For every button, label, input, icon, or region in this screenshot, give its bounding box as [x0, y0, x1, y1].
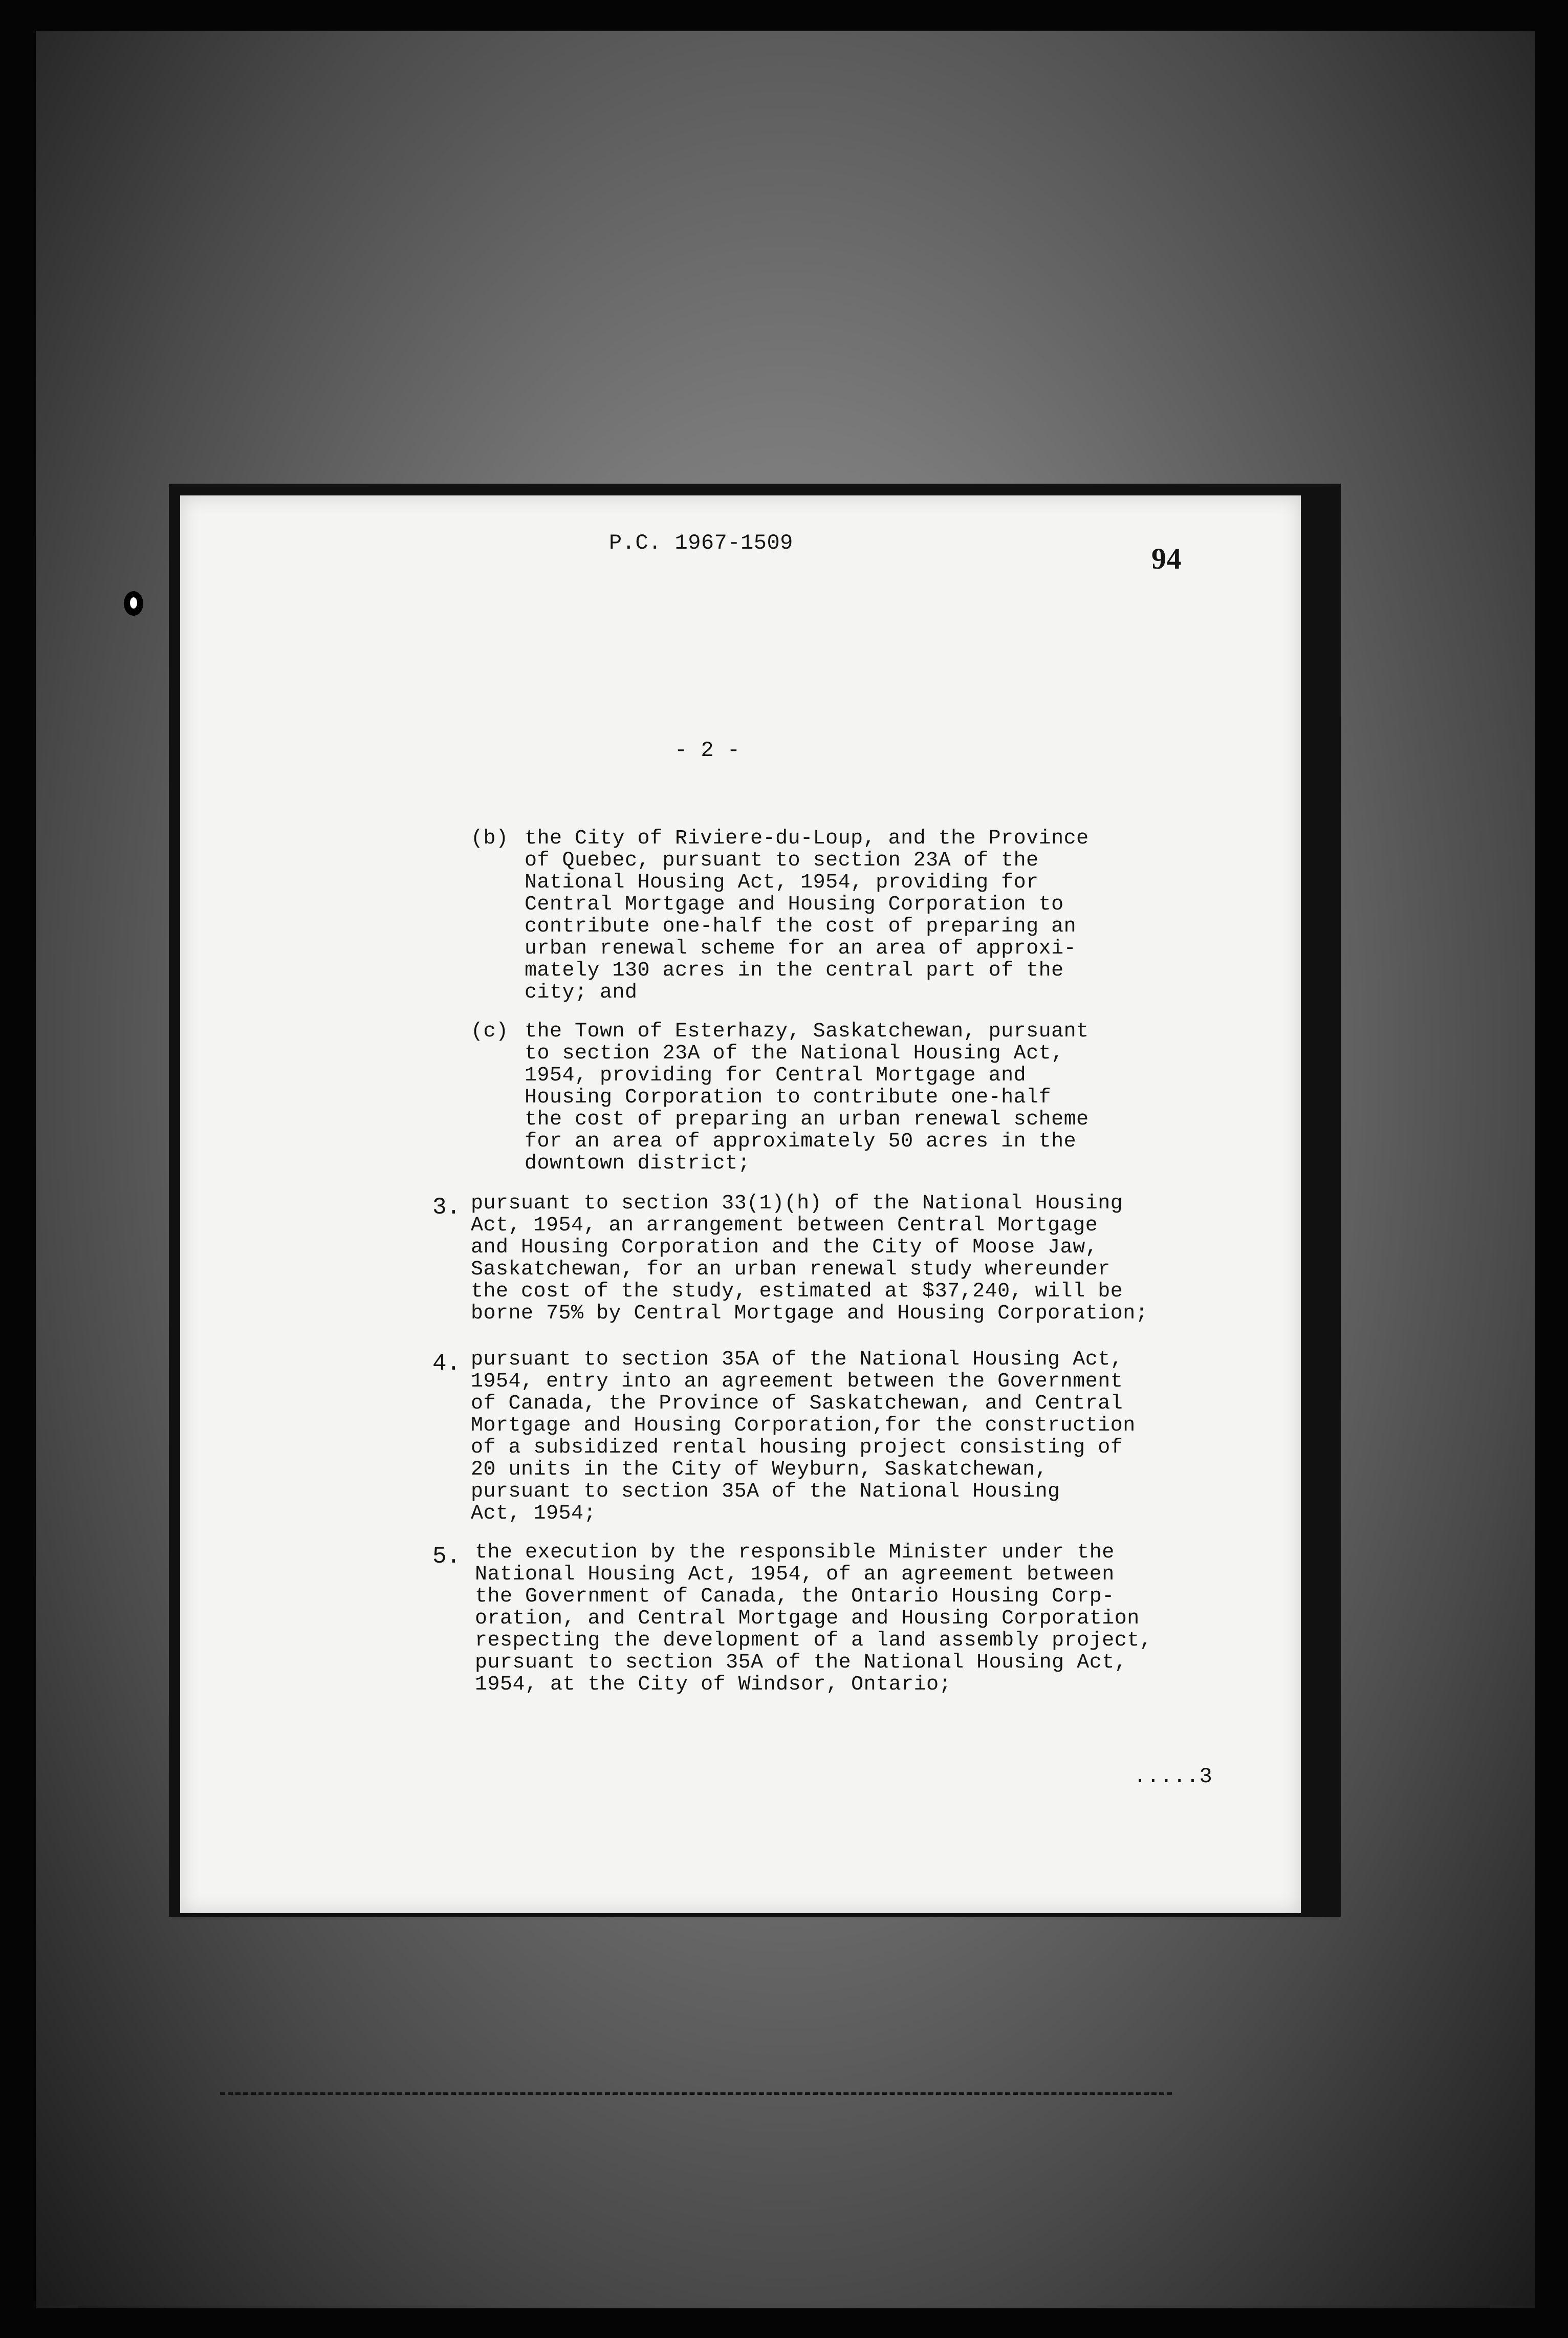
item-b-line: Central Mortgage and Housing Corporation to — [525, 893, 1064, 916]
item-5-line: pursuant to section 35A of the National Housing Act, — [475, 1651, 1127, 1674]
item-c-line: downtown district; — [525, 1152, 751, 1175]
item-c-line: Housing Corporation to contribute one-half — [525, 1086, 1052, 1109]
punch-hole — [124, 591, 143, 616]
item-b-line: National Housing Act, 1954, providing for — [525, 871, 1039, 894]
item-4-body — [471, 1349, 1136, 1525]
item-b-line: mately 130 acres in the central part of the — [525, 959, 1064, 982]
item-4-line: of Canada, the Province of Saskatchewan, and Central — [471, 1392, 1123, 1415]
item-3-line: borne 75% by Central Mortgage and Housing Corporation; — [471, 1302, 1148, 1325]
item-b-line: urban renewal scheme for an area of approxi- — [525, 937, 1077, 960]
item-b-line: city; and — [525, 981, 638, 1004]
item-3-marker: 3. — [432, 1194, 461, 1221]
item-4-line: 1954, entry into an agreement between the Government — [471, 1370, 1123, 1393]
item-3-body — [471, 1193, 1148, 1325]
item-c-line: the Town of Esterhazy, Saskatchewan, pursuant — [525, 1020, 1089, 1043]
item-5-line: National Housing Act, 1954, of an agreement between — [475, 1563, 1115, 1586]
continuation-marker: .....3 — [1134, 1764, 1213, 1789]
item-4-line: Mortgage and Housing Corporation,for the construction — [471, 1414, 1136, 1437]
item-c-line: 1954, providing for Central Mortgage and — [525, 1064, 1027, 1087]
item-5-marker: 5. — [432, 1543, 461, 1570]
item-3-line: the cost of the study, estimated at $37,240, will be — [471, 1280, 1123, 1303]
item-c-line: the cost of preparing an urban renewal scheme — [525, 1108, 1089, 1131]
scan-artifact-line — [220, 2092, 1172, 2095]
item-c-line: for an area of approximately 50 acres in the — [525, 1130, 1077, 1153]
item-c-body — [525, 1021, 1089, 1175]
page-number: - 2 - — [674, 738, 741, 763]
item-5-line: the Government of Canada, the Ontario Housing Corp- — [475, 1585, 1115, 1608]
item-c-marker: (c) — [471, 1020, 509, 1043]
item-4-line: pursuant to section 35A of the National Housing Act, — [471, 1348, 1123, 1371]
item-b-line: contribute one-half the cost of preparing an — [525, 915, 1077, 938]
item-b-marker: (b) — [471, 827, 509, 850]
item-5-line: respecting the development of a land assembly project, — [475, 1629, 1152, 1652]
item-5-line: the execution by the responsible Minister under the — [475, 1541, 1115, 1564]
item-4-marker: 4. — [432, 1350, 461, 1377]
item-c-line: to section 23A of the National Housing Act, — [525, 1042, 1064, 1065]
item-4-line: Act, 1954; — [471, 1502, 597, 1525]
item-4-line: pursuant to section 35A of the National Housing — [471, 1480, 1060, 1503]
item-3-line: pursuant to section 33(1)(h) of the National Housing — [471, 1192, 1123, 1215]
item-b-line: of Quebec, pursuant to section 23A of the — [525, 849, 1039, 872]
item-5-line: oration, and Central Mortgage and Housing Corporation — [475, 1607, 1140, 1630]
order-reference: P.C. 1967-1509 — [609, 531, 793, 555]
item-3-line: Act, 1954, an arrangement between Central Mortgage — [471, 1214, 1098, 1237]
item-b-line: the City of Riviere-du-Loup, and the Province — [525, 827, 1089, 850]
folio-number: 94 — [1151, 542, 1182, 575]
item-3-line: Saskatchewan, for an urban renewal study whereunder — [471, 1258, 1110, 1281]
item-5-line: 1954, at the City of Windsor, Ontario; — [475, 1673, 952, 1696]
item-b-body — [525, 828, 1089, 1004]
item-4-line: 20 units in the City of Weyburn, Saskatchewan, — [471, 1458, 1048, 1481]
item-4-line: of a subsidized rental housing project consisting of — [471, 1436, 1123, 1459]
item-3-line: and Housing Corporation and the City of Moose Jaw, — [471, 1236, 1098, 1259]
item-5-body — [475, 1542, 1152, 1696]
